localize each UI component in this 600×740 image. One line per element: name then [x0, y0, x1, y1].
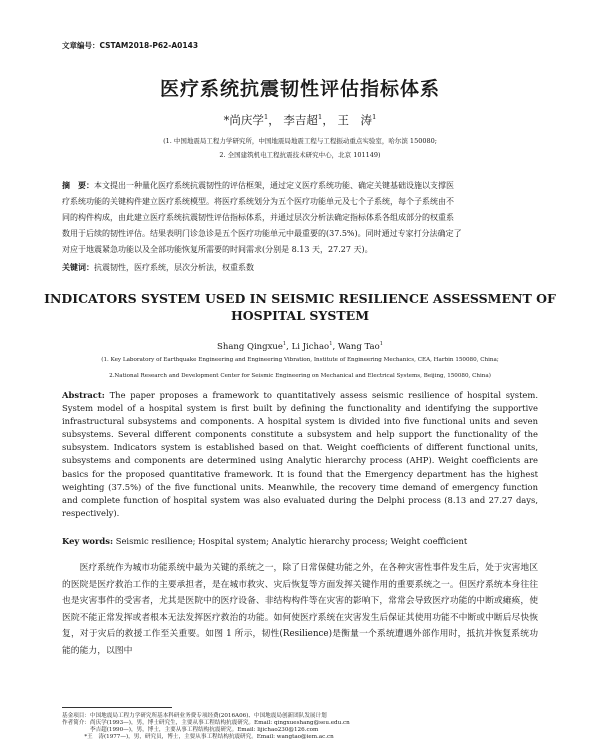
footnote-rule [62, 707, 172, 708]
en-affiliation-2: 2.National Research and Development Center for Seismic Engineering on Mechanical and Electrical Systems, Beijing, 150080, China) [109, 373, 491, 379]
english-title [0, 290, 600, 324]
body-paragraph: 医疗系统作为城市功能系统中最为关键的系统之一，除了日常保健功能之外，在各种灾害性事件发生后，处于灾害地区的医院是医疗救治工作的主要承担者，是在城市救灾、灾后恢复等方面发挥关键作用的重要系统之一。但医疗系统本身往往也是灾害事件的受害者，尤其是医院中的医疗设备、非结构构件等在灾害的影响下，常常会导致医疗功能的中断或瘫痪，使医院不能正常发挥或者根本无法发挥医疗救治的功能。如何使医疗系统在灾害发生后保证其使用功能不中断或中断后尽快恢复，对于灾后的救援工作至关重要。如图 1 所示，韧性(Resilience)是衡量一个系统遭遇外部作用时，抵抗并恢复系统功能的能力，以图中 [62, 563, 538, 656]
english-title-line-1: INDICATORS SYSTEM USED IN SEISMIC RESILIENCE ASSESSMENT OF [44, 291, 556, 306]
en-keywords-text: Seismic resilience; Hospital system; Analytic hierarchy process; Weight coefficient [113, 536, 468, 546]
english-authors: Shang Qingxue$^1$, Li Jichao$^1$, Wang Tao$^1$ [217, 341, 383, 352]
cn-abstract-line-3: 同的构件构成，由此建立医疗系统抗震韧性评估指标体系，并通过层次分析法确定指标体系各组成部分的权重系 [62, 213, 454, 222]
cn-affiliation-2: 2. 全国建筑机电工程抗震技术研究中心，北京 101149) [219, 151, 381, 159]
cn-author-3: 王 涛 [337, 113, 372, 127]
cn-affiliation-1: (1. 中国地震局工程力学研究所，中国地震局地震工程与工程振动重点实验室，哈尔滨 150080; [163, 137, 437, 145]
english-title-line-2: HOSPITAL SYSTEM [230, 308, 370, 323]
cn-abstract-line-1 [62, 178, 538, 194]
en-abstract-text: The paper proposes a framework to quantitatively assess seismic resilience of hospital system. System model of a hospital system is first built by defining the functionality and identifying the supportive infrastructural subsystems and components. A hospital system is divided into five functional units and seven subsystems. Several different components constitute a subsystem and help support the functionality of the subsystem. Indicators system is established based on that. Weight coefficients of different functional units, subsystems and components are determined using Analytic hierarchy process (AHP). Weight coefficients are basics for the proposed quantitative framework. It is found that the Emergency department has the highest weighting (37.5%) of the five functional units. Meanwhile, the recovery time demand of emergency function and complete function of hospital system was also evaluated during the Delphi process (8.13 and 27.27 days, respectively). [62, 390, 538, 518]
en-keywords-label: Key words: [62, 536, 114, 546]
en-author-2: Li Jichao [291, 341, 330, 352]
chinese-title: 医疗系统抗震韧性评估指标体系 [159, 78, 440, 100]
en-author-1-sup: 1 [282, 341, 287, 347]
cn-abstract-text: 本文提出一种量化医疗系统抗震韧性的评估框架，通过定义医疗系统功能、确定关键基础设施以支撑医 [94, 181, 454, 190]
cn-keywords [62, 262, 538, 273]
en-author-3-sup: 1 [379, 341, 383, 347]
cn-author-2-sup: 1 [317, 113, 323, 122]
cn-abstract-line-5: 对应于地震紧急功能以及全部功能恢复所需要的时间需求(分别是 8.13 天，27.27 天)。 [62, 245, 373, 254]
en-author-2-sup: 1 [329, 341, 333, 347]
cn-abstract-line-4: 数用于后续的韧性评估。结果表明门诊急诊是五个医疗功能单元中最重要的(37.5%)。同时通过专家打分法确定了 [62, 229, 462, 238]
chinese-authors: *尚庆学$^1$， 李吉超$^1$， 王 涛$^1$ [223, 113, 377, 127]
footnote-funding: 基金项目：中国地震局工程力学研究所基本科研业务费专项经费(2016A06)、中国地震局创新团队发展计划 [62, 713, 327, 719]
cn-keywords-text: 抗震韧性，医疗系统，层次分析法，权重系数 [94, 263, 254, 272]
cn-author-1-sup: 1 [263, 113, 269, 122]
footnote-author-1: 作者简介：尚庆学(1993—)，男，博士研究生，主要从事工程结构抗震研究。Email: qingxueshang@seu.edu.cn [62, 720, 350, 726]
footnote-author-3: *王 涛(1977—)，男，研究员，博士，主要从事工程结构抗震研究。Email: wangtao@iem.ac.cn [62, 734, 334, 740]
en-affiliation-1: (1. Key Laboratory of Earthquake Engineering and Engineering Vibration, Institute of Engineering Mechanics, CEA, Harbin 150080, China; [101, 357, 499, 363]
en-author-3: Wang Tao [337, 341, 380, 352]
cn-author-1: *尚庆学 [223, 113, 264, 127]
cn-keywords-label: 关键词： [62, 263, 94, 272]
footnote-author-2: 李吉超(1990—)，男，博士，主要从事工程结构抗震研究。Email: lijichao230@126.com [62, 727, 319, 733]
english-keywords [62, 536, 538, 546]
cn-abstract-label: 摘 要： [62, 181, 94, 190]
article-number: 文章编号：CSTAM2018-P62-A0143 [62, 41, 199, 50]
en-author-1: Shang Qingxue [217, 341, 283, 352]
english-abstract [62, 389, 538, 520]
en-abstract-label: Abstract: [62, 390, 105, 400]
cn-author-2: 李吉超 [283, 113, 318, 127]
cn-author-3-sup: 1 [371, 113, 377, 122]
cn-abstract-line-2: 疗系统功能的关键构件建立医疗系统模型。将医疗系统划分为五个医疗功能单元及七个子系统，每个子系统由不 [62, 197, 454, 206]
